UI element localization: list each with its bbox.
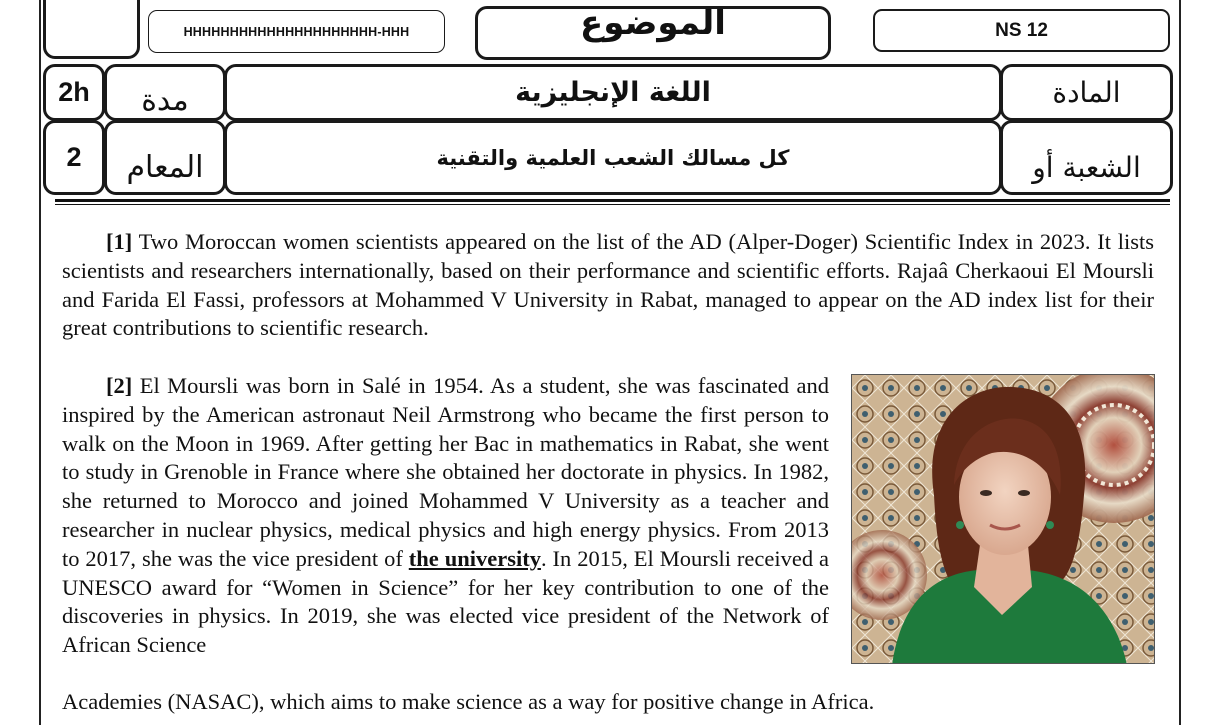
paragraph-2-text-a: El Moursli was born in Salé in 1954. As a student, she was fascinated and inspired by the American astronaut Neil Armstrong who became the first person to walk on the Moon in 1969. After getting her Bac in mathematics in Rabat, she went to study in Grenoble in France where she obtained her doctorate in physics. In 1982, she returned to Morocco and joined Mohammed V University as a teacher and researcher in nuclear physics, medical physics and high energy physics. From 2013 to 2017, she was the vice president of <box>62 373 829 571</box>
stream-box <box>224 120 1002 195</box>
topic-box <box>475 6 831 60</box>
header-rule-thick <box>55 199 1170 202</box>
header-rule-thin <box>55 204 1170 205</box>
stream-name: كل مسالك الشعب العلمية والتقنية <box>436 145 790 170</box>
corner-box <box>43 0 140 59</box>
stream-label: الشعبة أو <box>1032 150 1141 184</box>
duration-label-box <box>104 64 226 121</box>
paragraph-2-text-b: . In 2015, El Moursli received a UNESCO award for “Women in Science” for her key contribution to one of the discoveries in physics. In 2019, she was elected vice president of the Network of African Science <box>62 545 830 658</box>
duration-value: 2h <box>58 77 90 107</box>
coefficient-label: المعام <box>126 149 204 185</box>
paragraph-1-number: [1] <box>106 229 133 254</box>
topic-label: الموضوع <box>580 6 726 43</box>
candidate-code-box <box>148 10 445 53</box>
paragraph-1-text: Two Moroccan women scientists appeared on the list of the AD (Alper-Doger) Scientific Index in 2023. It lists scientists and researchers internationally, based on their performance and scientific efforts. Rajaâ Cherkaoui El Moursli and Farida El Fassi, professors at Mohammed V University in Rabat, managed to appear on the AD index list for their great contributions to scientific research. <box>62 229 1154 341</box>
duration-label: مدة <box>141 82 189 118</box>
paragraph-2-number: [2] <box>106 373 133 398</box>
portrait-photo <box>851 374 1155 664</box>
coefficient-value-box <box>43 120 105 195</box>
coefficient-value: 2 <box>66 142 82 172</box>
subject-box <box>224 64 1002 121</box>
page-frame-left <box>39 0 41 725</box>
exam-code: NS 12 <box>995 19 1048 41</box>
duration-value-box <box>43 64 105 121</box>
subject-label-box <box>1000 64 1173 121</box>
exam-code-box <box>873 9 1170 52</box>
coefficient-label-box <box>104 120 226 195</box>
paragraph-2-last-line <box>62 688 1154 717</box>
candidate-code: HHHHHHHHHHHHHHHHHHHHH-HHH <box>183 24 410 39</box>
page-frame-right <box>1179 0 1181 725</box>
paragraph-2 <box>62 372 829 660</box>
subject-label: المادة <box>1052 76 1121 109</box>
paragraph-2-last-line-text: Academies (NASAC), which aims to make science as a way for positive change in Africa. <box>62 689 875 714</box>
paragraph-1 <box>62 228 1154 343</box>
subject-name: اللغة الإنجليزية <box>515 77 711 108</box>
stream-label-box <box>1000 120 1173 195</box>
the-university-link-text: the university <box>408 545 541 571</box>
